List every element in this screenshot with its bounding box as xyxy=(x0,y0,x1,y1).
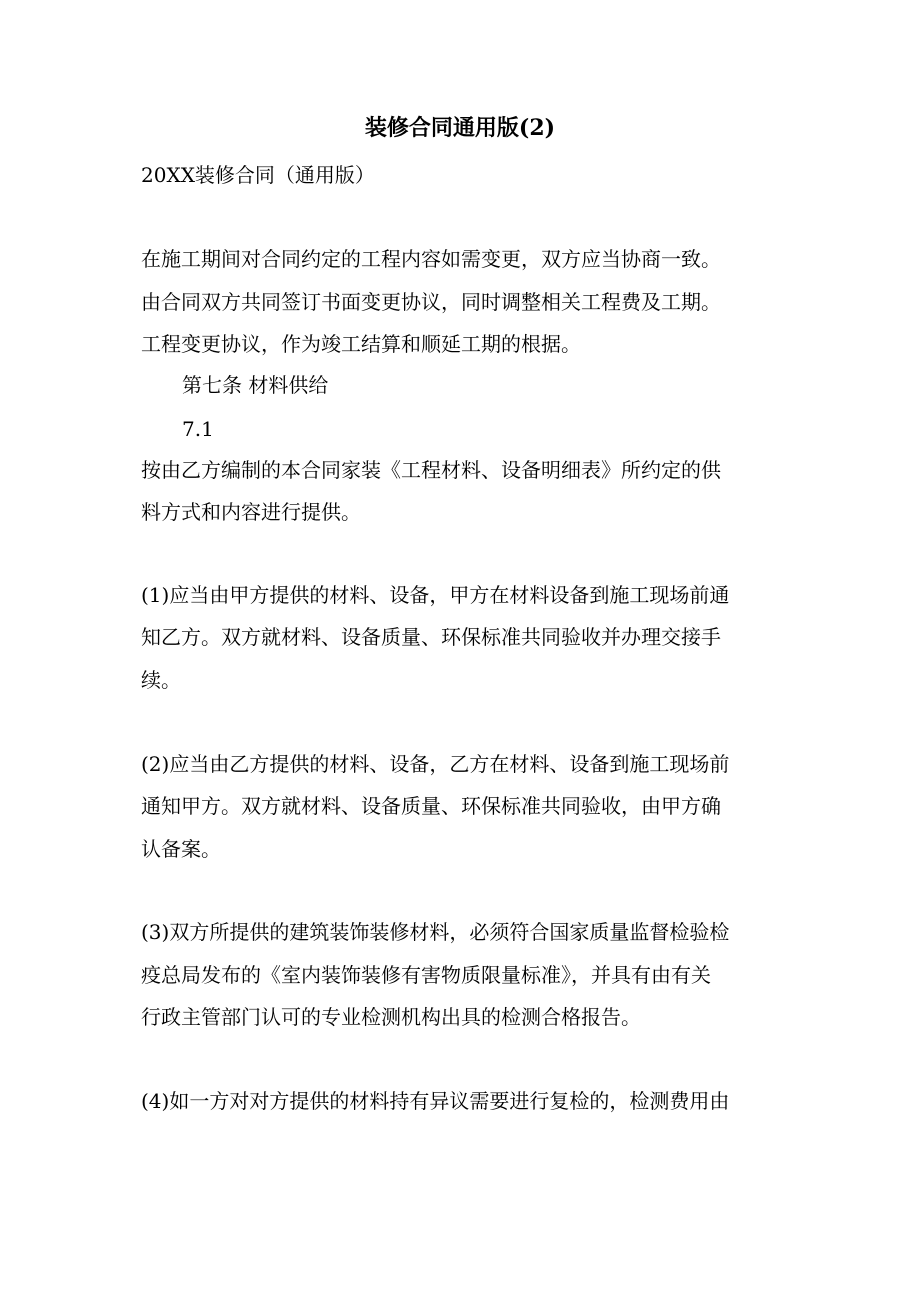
text-line: 由合同双方共同签订书面变更协议，同时调整相关工程费及工期。 xyxy=(141,290,721,314)
text-line: 料方式和内容进行提供。 xyxy=(141,500,361,524)
text-line: 疫总局发布的《室内装饰装修有害物质限量标准》，并具有由有关 xyxy=(141,963,711,987)
text-line: (3)双方所提供的建筑装饰装修材料，必须符合国家质量监督检验检 xyxy=(141,920,730,944)
text-line: 通知甲方。双方就材料、设备质量、环保标准共同验收，由甲方确 xyxy=(141,794,721,818)
text-line: 行政主管部门认可的专业检测机构出具的检测合格报告。 xyxy=(141,1005,641,1029)
text-line: 续。 xyxy=(141,668,181,692)
text-line: 认备案。 xyxy=(141,837,221,861)
document-title: 装修合同通用版(2) xyxy=(364,115,556,141)
text-line: 在施工期间对合同约定的工程内容如需变更，双方应当协商一致。 xyxy=(141,247,721,271)
text-line: 知乙方。双方就材料、设备质量、环保标准共同验收并办理交接手 xyxy=(141,625,721,649)
document-subtitle: 20XX装修合同（通用版） xyxy=(141,163,375,187)
text-line: 工程变更协议，作为竣工结算和顺延工期的根据。 xyxy=(141,332,581,356)
article-heading: 第七条 材料供给 xyxy=(182,373,329,397)
clause-number: 7.1 xyxy=(182,417,214,441)
text-line: (2)应当由乙方提供的材料、设备，乙方在材料、设备到施工现场前 xyxy=(141,752,730,776)
text-line: (4)如一方对对方提供的材料持有异议需要进行复检的，检测费用由 xyxy=(141,1089,730,1113)
text-line: (1)应当由甲方提供的材料、设备，甲方在材料设备到施工现场前通 xyxy=(141,583,730,607)
text-line: 按由乙方编制的本合同家装《工程材料、设备明细表》所约定的供 xyxy=(141,458,721,482)
